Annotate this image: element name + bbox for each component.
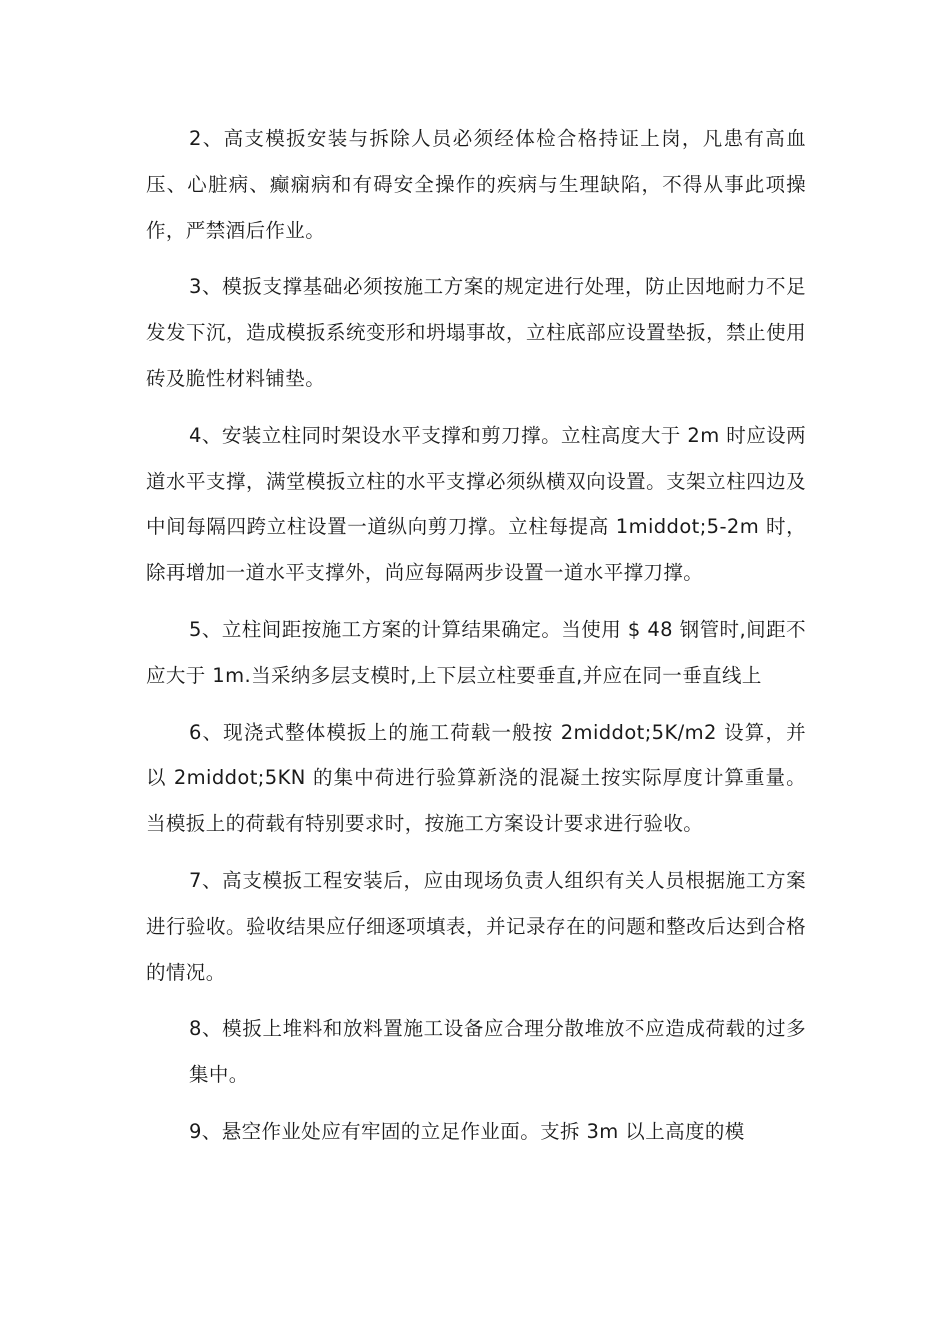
paragraph-item-6: 6、现浇式整体模扳上的施工荷载一般按 2middot;5K/m2 设算，并以 2middot;5KN 的集中荷进行验算新浇的混凝土按实际厚度计算重量。当模扳上的荷载有特别要求时，按施工方案设计要求进行验收。 — [146, 720, 806, 836]
paragraph-item-2: 2、高支模扳安装与拆除人员必须经体检合格持证上岗，凡患有高血压、心脏病、癫痫病和有碍安全操作的疾病与生理缺陷，不得从事此项操作，严禁酒后作业。 — [146, 127, 806, 242]
paragraph-item-7: 7、高支模扳工程安装后，应由现场负责人组织有关人员根据施工方案进行验收。验收结果应仔细逐项填表，并记录存在的问题和整改后达到合格的情况。 — [146, 868, 806, 984]
paragraph-item-5: 5、立柱间距按施工方案的计算结果确定。当使用 $ 48 钢管时,间距不应大于 1m.当采纳多层支模时,上下层立柱要垂直,并应在同一垂直线上 — [146, 617, 806, 687]
paragraph-item-4: 4、安装立柱同时架设水平支撑和剪刀撑。立柱高度大于 2m 时应设两道水平支撑，满堂模扳立柱的水平支撑必须纵横双向设置。支架立柱四边及中间每隔四跨立柱设置一道纵向剪刀撑。立柱每提高 1middot;5-2m 时，除再增加一道水平支撑外，尚应每隔两步设置一道水平撑刀撑。 — [146, 423, 806, 585]
paragraph-item-9: 9、悬空作业处应有牢固的立足作业面。支拆 3m 以上高度的模 — [189, 1119, 745, 1143]
paragraph-item-3: 3、模扳支撑基础必须按施工方案的规定进行处理，防止因地耐力不足发发下沉，造成模扳系统变形和坍塌事故，立柱底部应设置垫扳，禁止使用砖及脆性材料铺垫。 — [146, 275, 806, 390]
document-body — [146, 116, 806, 1166]
paragraph-item-8: 8、模扳上堆料和放料置施工设备应合理分散堆放不应造成荷载的过多集中。 — [189, 1017, 806, 1087]
